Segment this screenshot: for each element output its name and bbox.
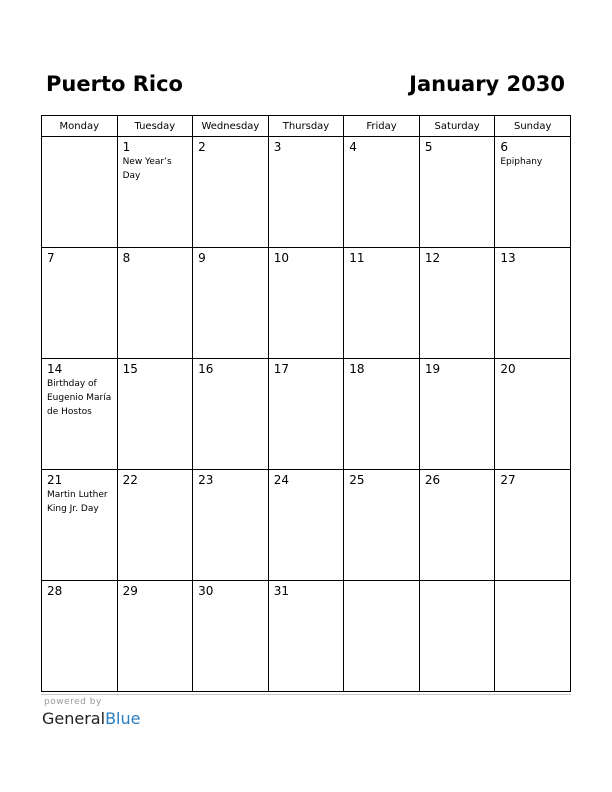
day-number: 10: [273, 251, 289, 265]
day-number: 15: [122, 362, 138, 376]
calendar-day-cell: [117, 137, 193, 248]
logo-text-general: General: [42, 709, 106, 728]
calendar-day-cell: [344, 470, 420, 581]
calendar-day-cell: [193, 248, 269, 359]
calendar-day-cell: [268, 581, 344, 692]
day-number: 18: [349, 362, 365, 376]
calendar-week-row: [42, 137, 571, 248]
calendar-week-row: [42, 359, 571, 470]
calendar-day-cell: [419, 470, 495, 581]
footer-divider: [41, 694, 571, 695]
calendar-week-row: [42, 470, 571, 581]
calendar-country-title: Puerto Rico: [46, 72, 183, 96]
calendar-day-cell: [193, 359, 269, 470]
day-number: 4: [349, 140, 357, 154]
day-number: 5: [424, 140, 433, 154]
day-number: 13: [500, 251, 516, 265]
day-number: 19: [424, 362, 441, 376]
calendar-day-cell: [344, 248, 420, 359]
calendar-day-cell: [117, 581, 193, 692]
day-number: 7: [47, 251, 55, 265]
calendar-day-cell: [268, 470, 344, 581]
day-number: 22: [122, 473, 138, 487]
calendar-week-row: [42, 248, 571, 359]
calendar-day-cell: [117, 470, 193, 581]
generalblue-logo[interactable]: [42, 709, 140, 729]
holiday-label: Epiphany: [500, 157, 543, 167]
weekday-header-thursday: Thursday: [268, 116, 344, 137]
day-number: 28: [47, 584, 63, 598]
calendar-day-cell: [419, 137, 495, 248]
day-number: 24: [273, 473, 289, 487]
calendar-day-cell: [419, 248, 495, 359]
day-number: 25: [349, 473, 365, 487]
day-number: 21: [47, 473, 63, 487]
powered-by-label: powered by: [44, 697, 102, 707]
month-calendar-grid: [41, 115, 571, 692]
holiday-label: Martin Luther King Jr. Day: [47, 490, 108, 514]
day-number: 27: [500, 473, 516, 487]
calendar-day-cell: [193, 470, 269, 581]
holiday-label: Birthday of Eugenio María de Hostos: [47, 379, 112, 417]
calendar-day-cell: [193, 581, 269, 692]
day-number: 26: [424, 473, 441, 487]
calendar-month-title: January 2030: [409, 72, 565, 96]
calendar-day-cell: [419, 581, 495, 692]
calendar-day-cell: [42, 581, 118, 692]
day-number: 31: [273, 584, 289, 598]
weekday-header-saturday: Saturday: [419, 116, 495, 137]
day-number: 23: [198, 473, 214, 487]
day-number: 8: [122, 251, 131, 265]
day-number: 14: [47, 362, 63, 376]
calendar-day-cell: [495, 470, 571, 581]
calendar-day-cell: [344, 581, 420, 692]
day-number: 12: [424, 251, 441, 265]
holiday-label: New Year’s Day: [122, 157, 172, 181]
day-number: 29: [122, 584, 138, 598]
calendar-day-cell: [495, 248, 571, 359]
calendar-day-cell: [268, 137, 344, 248]
calendar-day-cell: [495, 137, 571, 248]
day-number: 20: [500, 362, 516, 376]
calendar-day-cell: [42, 137, 118, 248]
calendar-day-cell: [419, 359, 495, 470]
calendar-day-cell: [193, 137, 269, 248]
day-number: 1: [122, 140, 131, 154]
weekday-header-row: [42, 116, 571, 137]
calendar-day-cell: [117, 248, 193, 359]
weekday-header-tuesday: Tuesday: [117, 116, 193, 137]
weekday-header-wednesday: Wednesday: [193, 116, 269, 137]
calendar-day-cell: [42, 248, 118, 359]
day-number: 17: [273, 362, 289, 376]
calendar-day-cell: [495, 359, 571, 470]
weekday-header-friday: Friday: [344, 116, 420, 137]
calendar-day-cell: [495, 581, 571, 692]
weekday-header-monday: Monday: [42, 116, 118, 137]
calendar-day-cell: [117, 359, 193, 470]
weekday-header-sunday: Sunday: [495, 116, 571, 137]
calendar-day-cell: [268, 359, 344, 470]
calendar-day-cell: [42, 359, 118, 470]
calendar-day-cell: [42, 470, 118, 581]
calendar-day-cell: [268, 248, 344, 359]
day-number: 11: [349, 251, 365, 265]
calendar-day-cell: [344, 359, 420, 470]
day-number: 2: [198, 140, 206, 154]
calendar-week-row: [42, 581, 571, 692]
logo-text-blue: Blue: [105, 709, 141, 728]
day-number: 30: [198, 584, 214, 598]
day-number: 9: [198, 251, 206, 265]
calendar-day-cell: [344, 137, 420, 248]
day-number: 6: [500, 140, 509, 154]
day-number: 3: [273, 140, 282, 154]
day-number: 16: [198, 362, 214, 376]
